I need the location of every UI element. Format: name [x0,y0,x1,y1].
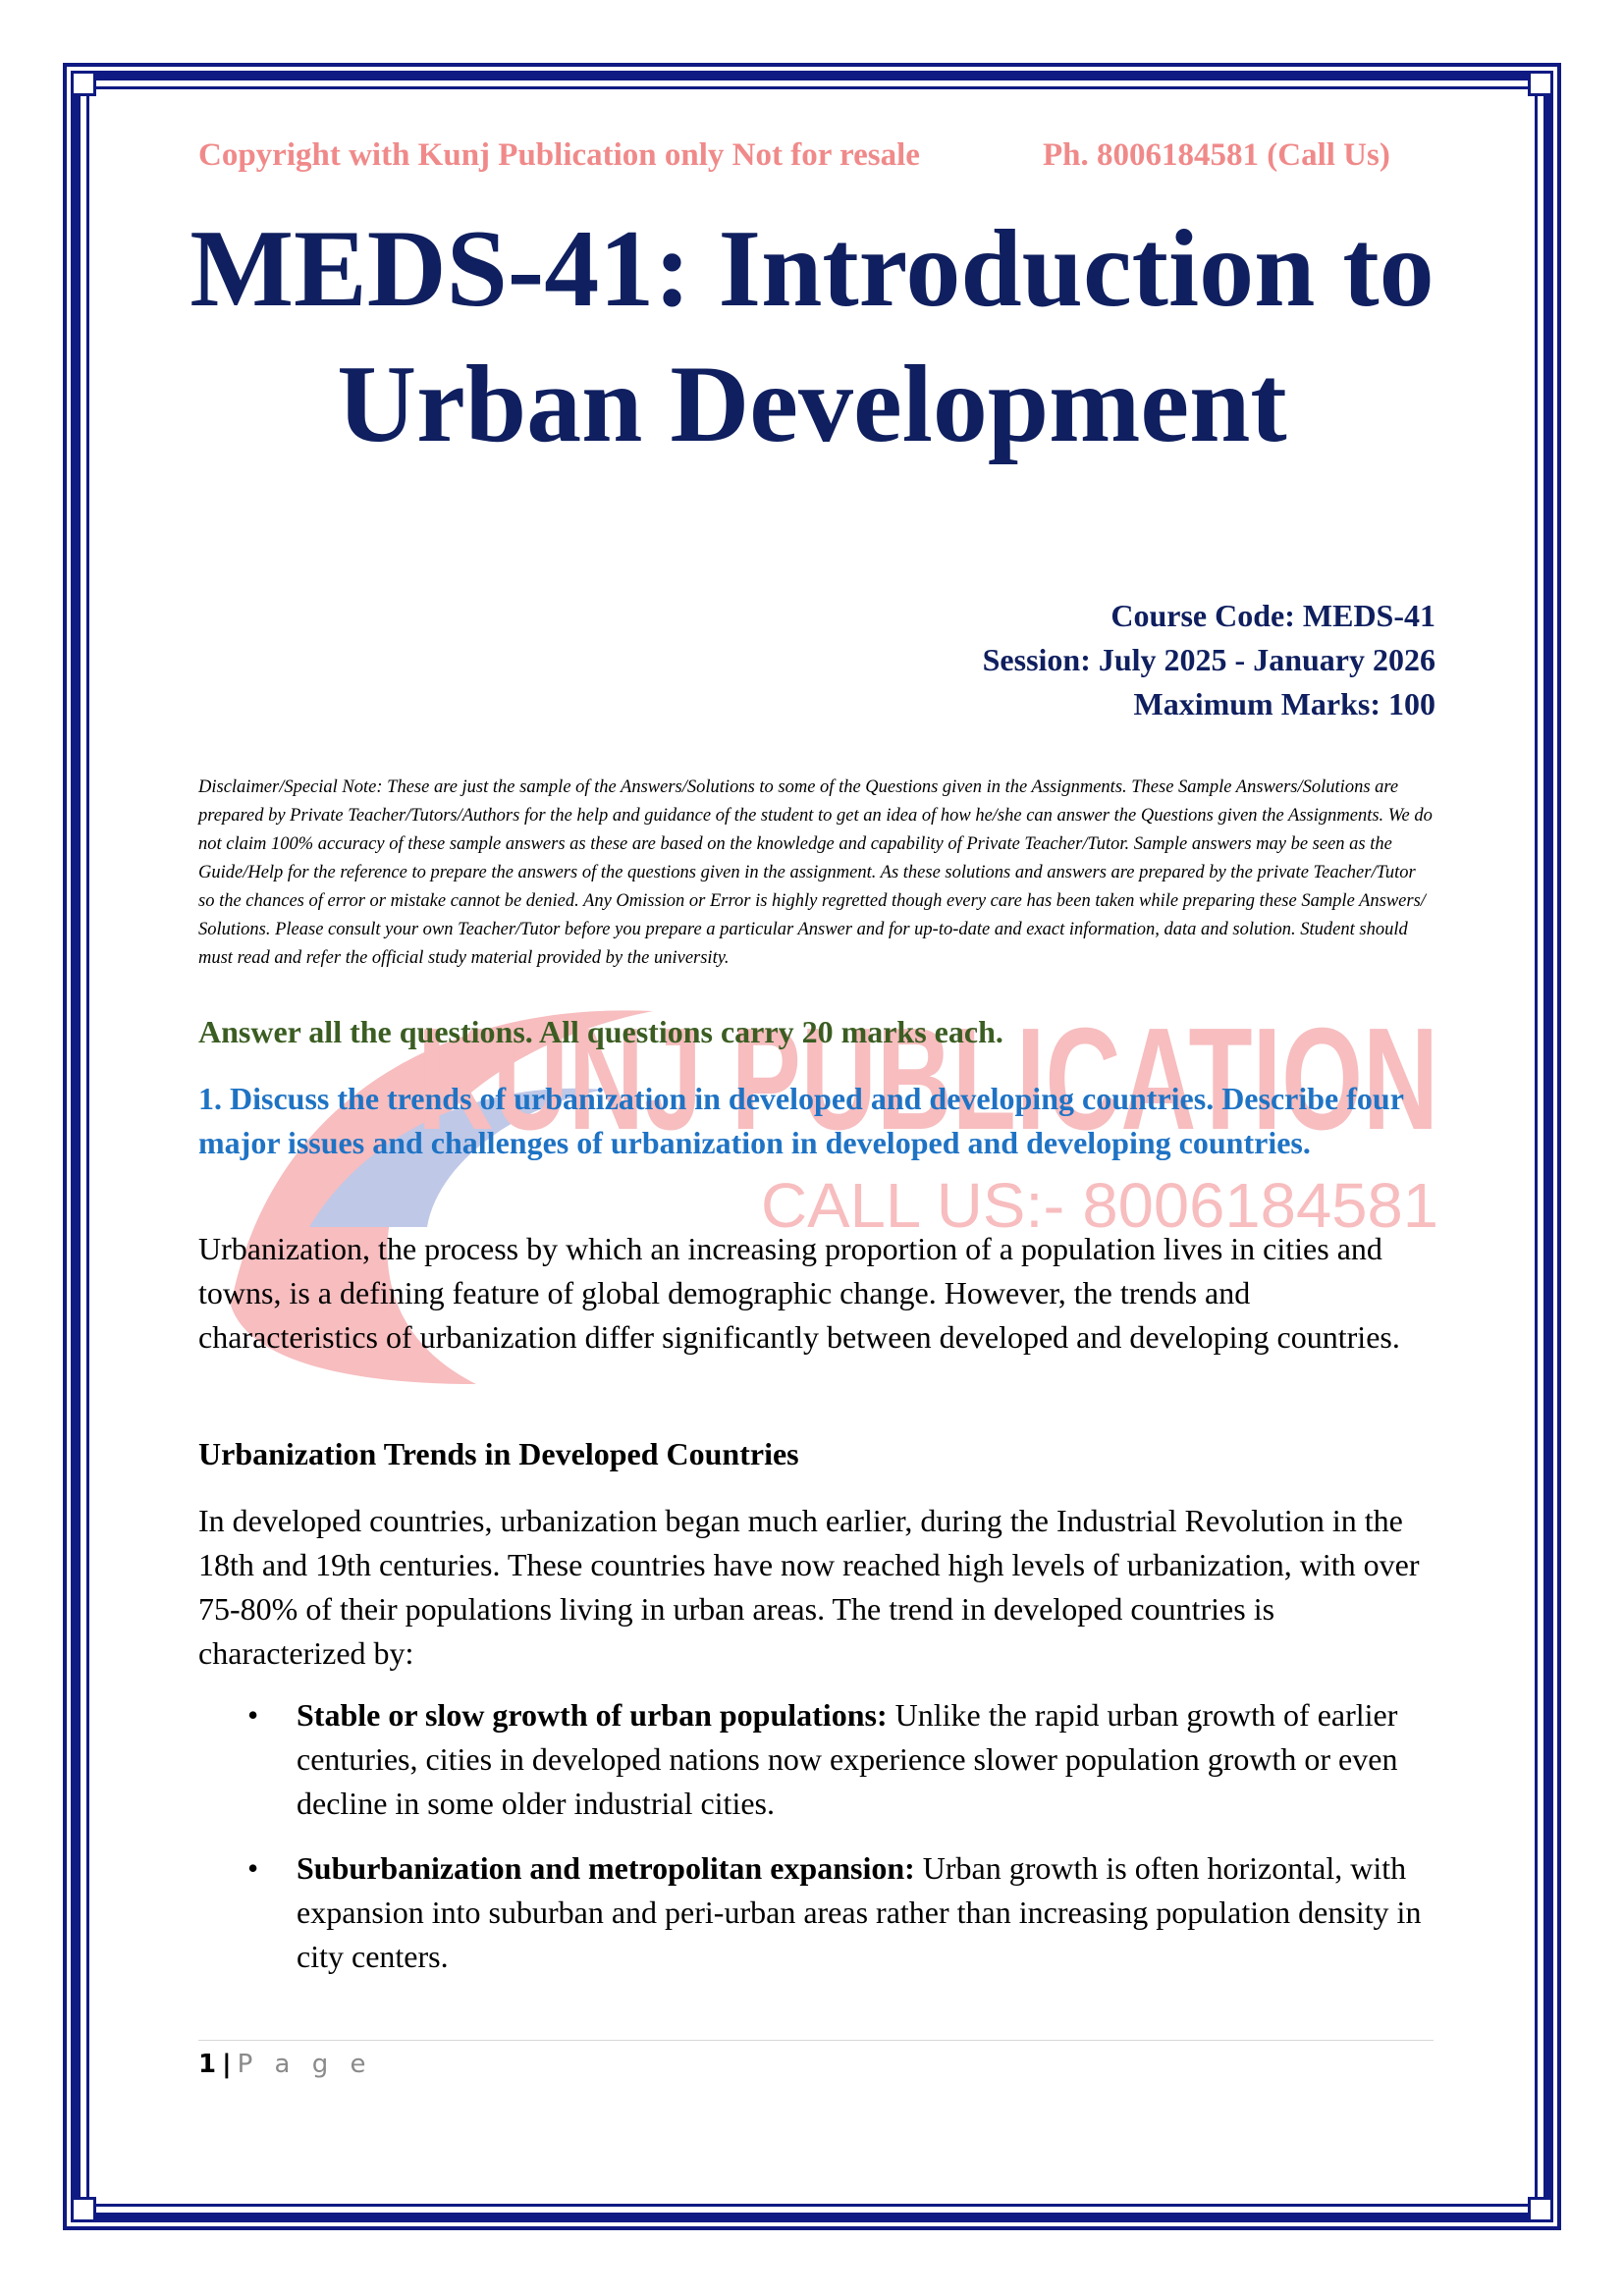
watermark-brand-text: KUNJ PUBLICATION [417,998,1438,1160]
bullet-icon: • [247,1697,259,1733]
question-1: 1. Discuss the trends of urbanization in developed and developing countries. Describe four major issues and challenges of urbanization in developed and developing countries. [198,1081,1404,1160]
section-paragraph: In developed countries, urbanization began much earlier, during the Industrial Revolution in the 18th and 19th centuries. These countries have now reached high levels of urbanization, with over 75-80% of their populations living in urban areas. The trend in developed countries is characterized by: [198,1503,1420,1671]
page-footer [198,2050,373,2079]
document-title [147,201,1477,472]
title-line-1: MEDS-41: Introduction to [189,208,1435,330]
trend-list [198,1693,1434,2000]
bullet-icon: • [247,1850,259,1886]
footer-separator: | [222,2050,232,2079]
list-item [198,1846,1434,1979]
border-corner-top-right [1528,71,1553,96]
footer-divider [198,2040,1434,2041]
list-item-text: Unlike the rapid urban growth of earlier centuries, cities in developed nations now experience slower population growth or even decline in some older industrial cities. [297,1697,1398,1821]
list-item-title: Stable or slow growth of urban populations: [297,1697,888,1733]
disclaimer-note: Disclaimer/Special Note: These are just the sample of the Answers/Solutions to some of the Questions given in the Assignments. These Sample Answers/Solutions are prepared by Private Teacher/Tutors/Authors for the help and guidance of the student to get an idea of how he/she can answer the Questions given the Assignments. We do not claim 100% accuracy of these sample answers as these are based on the knowledge and capability of Private Teacher/Tutor. Sample answers may be seen as the Guide/Help for the reference to prepare the answers of the questions given in the assignment. As these solutions and answers are prepared by the private Teacher/Tutor so the chances of error or mistake cannot be denied. Any Omission or Error is highly regretted though every care has been taken while preparing these Sample Answers/ Solutions. Please consult your own Teacher/Tutor before you prepare a particular Answer and for up-to-date and exact information, data and solution. Student should must read and refer the official study material provided by the university. [198,777,1433,968]
course-code: Course Code: MEDS-41 [1110,598,1435,633]
page-number: 1 [198,2050,217,2079]
border-corner-bottom-left [71,2197,96,2222]
copyright-line [198,137,1432,174]
copyright-text: Copyright with Kunj Publication only Not for resale [198,137,920,173]
section-heading: Urbanization Trends in Developed Countries [198,1436,799,1471]
title-line-2: Urban Development [337,344,1287,465]
list-item-title: Suburbanization and metropolitan expansion: [297,1850,915,1886]
course-meta [983,594,1435,726]
maximum-marks: Maximum Marks: 100 [1133,686,1435,721]
border-corner-bottom-right [1528,2197,1553,2222]
contact-phone: Ph. 8006184581 (Call Us) [1043,137,1390,173]
exam-instruction: Answer all the questions. All questions carry 20 marks each. [198,1014,1003,1049]
list-item [198,1693,1434,1826]
list-item-text: Urban growth is often horizontal, with expansion into suburban and peri-urban areas rather than increasing population density in city centers. [297,1850,1422,1974]
session: Session: July 2025 - January 2026 [982,642,1435,677]
border-corner-top-left [71,71,96,96]
watermark-call-text: CALL US:- 8006184581 [761,1170,1438,1241]
page-label: P a g e [237,2050,373,2079]
intro-paragraph: Urbanization, the process by which an increasing proportion of a population lives in cities and towns, is a defining feature of global demographic change. However, the trends and characteristics of urbanization differ significantly between developed and developing countries. [198,1231,1400,1355]
